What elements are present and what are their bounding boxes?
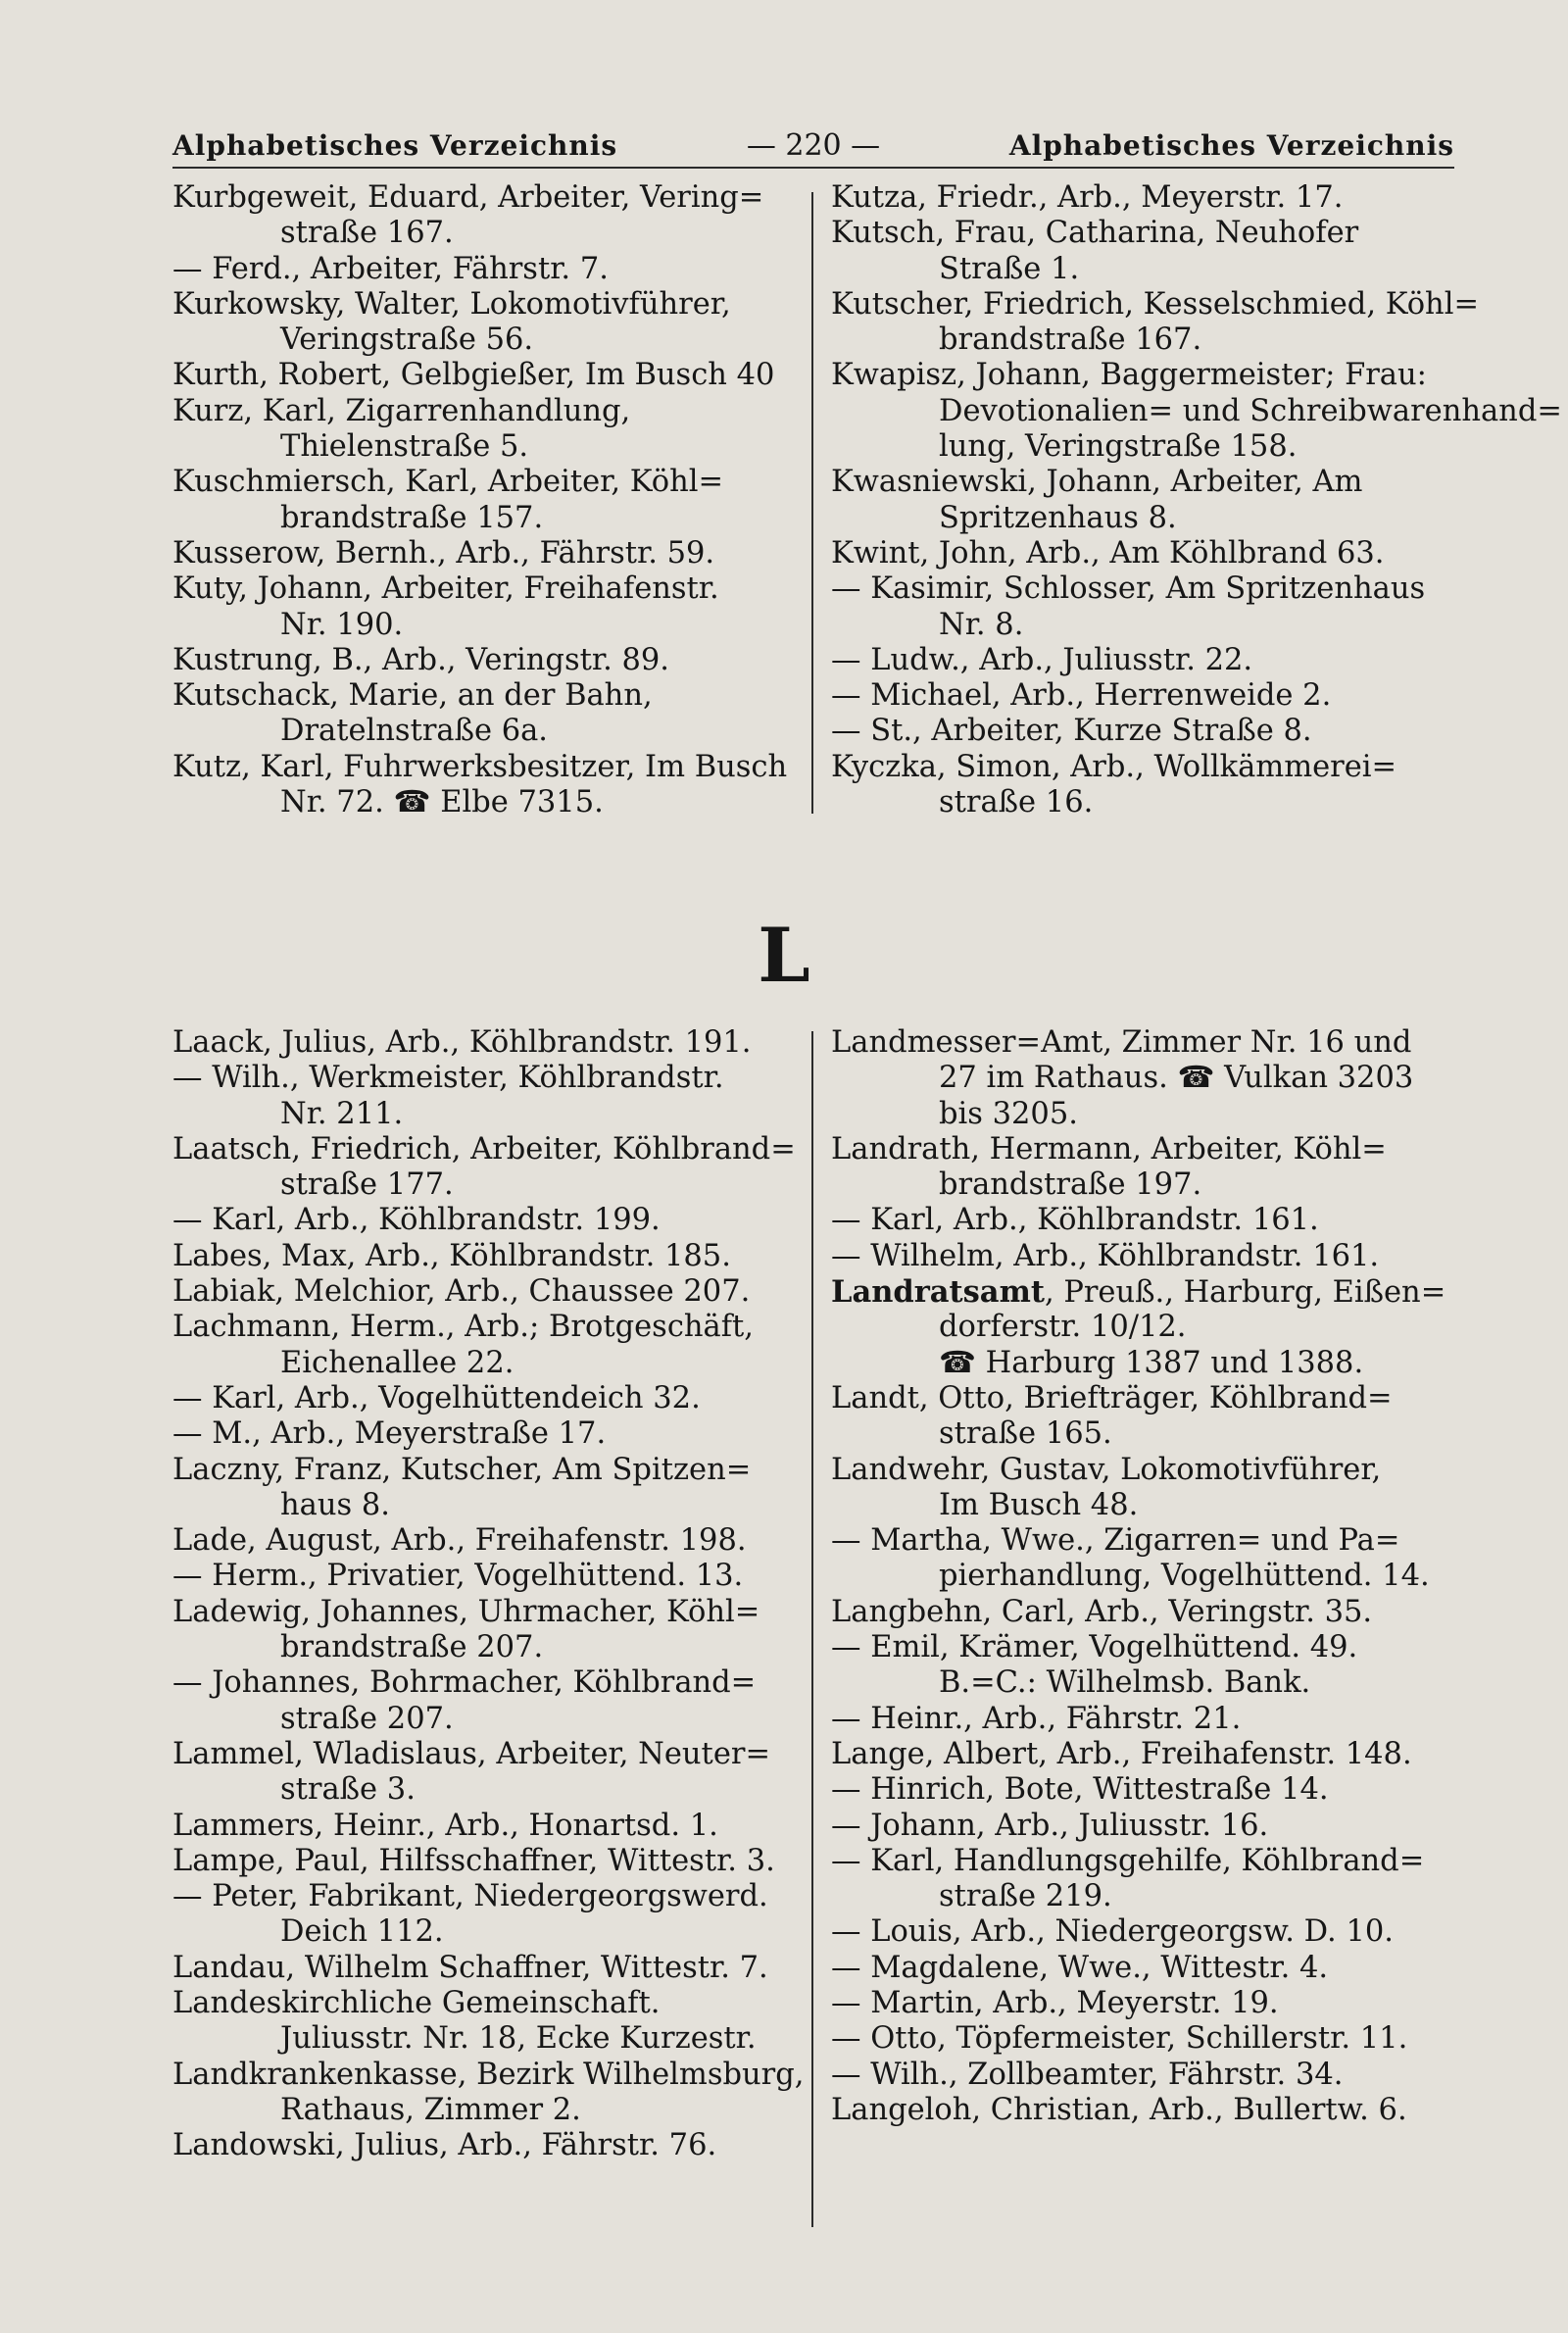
entry-line: Landrath, Hermann, Arbeiter, Köhl= <box>831 1131 1387 1166</box>
entry-line: Landau, Wilhelm Schaffner, Wittestr. 7. <box>172 1950 768 1985</box>
directory-entry <box>831 643 1458 678</box>
directory-entry <box>831 1595 1458 1630</box>
entry-line: Lachmann, Herm., Arb.; Brotgeschäft, <box>172 1310 754 1345</box>
entry-line: — Peter, Fabrikant, Niedergeorgswerd. <box>172 1879 768 1914</box>
column-top-right <box>831 180 1562 820</box>
column-bottom-right <box>831 1025 1458 2128</box>
directory-entry <box>831 286 1480 359</box>
entry-line: Landratsamt, Preuß., Harburg, Eißen= <box>831 1274 1446 1311</box>
entry-line: — Emil, Krämer, Vogelhüttend. 49. <box>831 1630 1358 1665</box>
directory-entry <box>172 1132 800 1204</box>
entry-line: Lange, Albert, Arb., Freihafenstr. 148. <box>831 1736 1412 1771</box>
directory-entry <box>172 1559 800 1594</box>
directory-entry <box>831 2058 1458 2093</box>
entry-line: Laack, Julius, Arb., Köhlbrandstr. 191. <box>172 1025 752 1060</box>
entry-line: Landwehr, Gustav, Lokomotivführer, <box>831 1452 1382 1487</box>
entry-continuation-line: Rathaus, Zimmer 2. <box>280 2092 581 2127</box>
directory-entry <box>831 1844 1458 1915</box>
directory-entry <box>172 358 800 393</box>
entry-line: Kustrung, B., Arb., Veringstr. 89. <box>172 642 669 677</box>
entry-line: — Karl, Arb., Köhlbrandstr. 161. <box>831 1203 1319 1238</box>
directory-entry <box>831 1239 1458 1274</box>
entry-line: — Louis, Arb., Niedergeorgsw. D. 10. <box>831 1914 1394 1950</box>
header-right-title: Alphabetisches Verzeichnis <box>1008 128 1454 162</box>
directory-entry <box>172 643 800 678</box>
directory-entry <box>172 1025 800 1061</box>
entry-line: Landeskirchliche Gemeinschaft. <box>172 1986 661 2021</box>
entry-line: Kwint, John, Arb., Am Köhlbrand 63. <box>831 535 1385 571</box>
entry-line: — Wilh., Werkmeister, Köhlbrandstr. <box>172 1061 724 1096</box>
directory-entry <box>831 1203 1458 1238</box>
entry-line: — Karl, Handlungsgehilfe, Köhlbrand= <box>831 1843 1425 1878</box>
entry-line: Langeloh, Christian, Arb., Bullertw. 6. <box>831 2092 1407 2127</box>
entry-line: Lammers, Heinr., Arb., Honartsd. 1. <box>172 1808 718 1843</box>
directory-entry <box>831 536 1458 571</box>
entry-continuation-line: straße 165. <box>939 1416 1112 1452</box>
directory-entry <box>172 750 800 821</box>
entry-line: — Martha, Wwe., Zigarren= und Pa= <box>831 1523 1400 1559</box>
entry-continuation-line: straße 177. <box>280 1167 454 1203</box>
directory-entry <box>831 1702 1458 1737</box>
header-rule <box>172 167 1454 169</box>
entry-line: Lampe, Paul, Hilfsschaffner, Wittestr. 3. <box>172 1843 775 1878</box>
directory-entry <box>172 394 800 466</box>
directory-entry <box>172 180 800 252</box>
entry-continuation-line: Deich 112. <box>280 1914 444 1950</box>
directory-entry <box>172 1381 800 1416</box>
entry-line: Kurth, Robert, Gelbgießer, Im Busch 40 <box>172 358 775 393</box>
directory-entry <box>172 2057 805 2129</box>
directory-entry <box>831 750 1458 821</box>
entry-line: — Herm., Privatier, Vogelhüttend. 13. <box>172 1559 744 1594</box>
directory-entry <box>172 1665 800 1737</box>
entry-continuation-line: B.=C.: Wilhelmsb. Bank. <box>939 1665 1311 1701</box>
page-header <box>172 124 1454 167</box>
directory-entry <box>172 287 800 359</box>
directory-entry <box>172 571 800 643</box>
directory-entry <box>172 1986 800 2058</box>
directory-entry <box>831 1453 1458 1524</box>
column-divider-bottom <box>811 1031 813 2227</box>
directory-entry <box>831 1809 1458 1844</box>
entry-line: Kwapisz, Johann, Baggermeister; Frau: <box>831 358 1427 393</box>
section-letter: L <box>758 912 810 999</box>
entry-continuation-line: Im Busch 48. <box>939 1487 1139 1522</box>
header-left-title: Alphabetisches Verzeichnis <box>172 128 618 162</box>
directory-entry <box>831 1772 1458 1808</box>
entry-line: — Otto, Töpfermeister, Schillerstr. 11. <box>831 2021 1408 2057</box>
entry-line: Landkrankenkasse, Bezirk Wilhelmsburg, <box>172 2057 805 2092</box>
entry-line: Kurbgeweit, Eduard, Arbeiter, Vering= <box>172 180 764 215</box>
entry-line: — Ferd., Arbeiter, Fährstr. 7. <box>172 251 609 286</box>
entry-continuation-line: brandstraße 207. <box>280 1630 544 1665</box>
entry-line: Kutz, Karl, Fuhrwerksbesitzer, Im Busch <box>172 749 788 784</box>
directory-entry <box>831 1914 1458 1950</box>
entry-continuation-line: 27 im Rathaus. ☎ Vulkan 3203 <box>939 1061 1414 1096</box>
entry-line: — Magdalene, Wwe., Wittestr. 4. <box>831 1950 1329 1985</box>
directory-entry <box>172 1274 800 1310</box>
directory-entry <box>831 571 1458 643</box>
directory-entry <box>172 1809 800 1844</box>
directory-entry <box>831 714 1458 749</box>
directory-entry <box>831 358 1562 465</box>
entry-continuation-line: straße 16. <box>939 785 1094 820</box>
entry-line: Kutscher, Friedrich, Kesselschmied, Köhl= <box>831 286 1480 322</box>
entry-line: Kutschack, Marie, an der Bahn, <box>172 678 653 714</box>
entry-line: — Kasimir, Schlosser, Am Spritzenhaus <box>831 571 1426 607</box>
entry-continuation-line: pierhandlung, Vogelhüttend. 14. <box>939 1559 1430 1594</box>
entry-line: Landt, Otto, Briefträger, Köhlbrand= <box>831 1380 1393 1415</box>
directory-entry <box>172 1879 800 1951</box>
entry-line: Lammel, Wladislaus, Arbeiter, Neuter= <box>172 1736 770 1771</box>
entry-continuation-line: brandstraße 197. <box>939 1167 1202 1203</box>
entry-continuation-line: Eichenallee 22. <box>280 1345 514 1380</box>
column-top-left <box>172 180 800 820</box>
column-divider-top <box>811 192 813 814</box>
entry-line: Lade, August, Arb., Freihafenstr. 198. <box>172 1523 747 1559</box>
bold-heading-word: Landratsamt <box>831 1274 1045 1311</box>
directory-entry <box>831 1025 1458 1132</box>
entry-continuation-line: ☎ Harburg 1387 und 1388. <box>939 1345 1364 1380</box>
directory-entry <box>831 1630 1458 1702</box>
entry-continuation-line: straße 219. <box>939 1879 1112 1914</box>
directory-entry <box>831 216 1458 287</box>
directory-entry <box>172 1416 800 1452</box>
entry-continuation-line: dorferstr. 10/12. <box>939 1310 1187 1345</box>
entry-continuation-line: lung, Veringstraße 158. <box>939 429 1298 465</box>
entry-line: — Johann, Arb., Juliusstr. 16. <box>831 1808 1269 1843</box>
directory-entry <box>831 1274 1458 1381</box>
directory-entry <box>172 252 800 287</box>
entry-continuation-line: Nr. 190. <box>280 607 404 642</box>
entry-continuation-line: straße 3. <box>280 1772 416 1808</box>
entry-line: Kyczka, Simon, Arb., Wollkämmerei= <box>831 749 1397 784</box>
entry-line: — Hinrich, Bote, Wittestraße 14. <box>831 1772 1329 1808</box>
entry-continuation-line: Nr. 8. <box>939 607 1024 642</box>
entry-line: Kurz, Karl, Zigarrenhandlung, <box>172 393 631 428</box>
entry-continuation-line: Veringstraße 56. <box>280 323 534 358</box>
entry-continuation-line: straße 207. <box>280 1701 454 1736</box>
directory-entry <box>831 1951 1458 1986</box>
directory-entry <box>172 1595 800 1666</box>
directory-entry <box>172 1061 800 1132</box>
entry-continuation-line: Spritzenhaus 8. <box>939 500 1177 535</box>
entry-line: — Wilh., Zollbeamter, Fährstr. 34. <box>831 2057 1344 2092</box>
entry-line: Labes, Max, Arb., Köhlbrandstr. 185. <box>172 1238 731 1273</box>
entry-line: — Karl, Arb., Köhlbrandstr. 199. <box>172 1203 661 1238</box>
entry-continuation-line: haus 8. <box>280 1487 390 1522</box>
directory-entry <box>172 1737 800 1809</box>
entry-continuation-line: brandstraße 157. <box>280 500 544 535</box>
directory-entry <box>831 2021 1458 2057</box>
entry-continuation-line: bis 3205. <box>939 1096 1078 1131</box>
directory-entry <box>172 1203 800 1238</box>
directory-entry <box>831 678 1458 714</box>
entry-continuation-line: Dratelnstraße 6a. <box>280 714 548 749</box>
directory-entry <box>831 1986 1458 2021</box>
column-bottom-left <box>172 1025 805 2164</box>
entry-line: Landmesser=Amt, Zimmer Nr. 16 und <box>831 1025 1412 1060</box>
directory-entry <box>831 180 1458 216</box>
directory-entry <box>172 1310 800 1381</box>
directory-entry <box>831 1523 1458 1595</box>
entry-continuation-line: brandstraße 167. <box>939 323 1202 358</box>
page-number: — 220 — <box>746 127 881 163</box>
entry-line: Kuty, Johann, Arbeiter, Freihafenstr. <box>172 571 719 607</box>
directory-entry <box>172 2128 800 2163</box>
entry-line: Kwasniewski, Johann, Arbeiter, Am <box>831 465 1363 500</box>
entry-line: Landowski, Julius, Arb., Fährstr. 76. <box>172 2128 717 2163</box>
entry-continuation-line: Nr. 72. ☎ Elbe 7315. <box>280 785 604 820</box>
entry-line: — Wilhelm, Arb., Köhlbrandstr. 161. <box>831 1238 1380 1273</box>
entry-line: Kutza, Friedr., Arb., Meyerstr. 17. <box>831 180 1344 215</box>
directory-entry <box>831 1381 1458 1453</box>
entry-line: — St., Arbeiter, Kurze Straße 8. <box>831 714 1312 749</box>
entry-line: — Michael, Arb., Herrenweide 2. <box>831 678 1332 714</box>
entry-continuation-line: Devotionalien= und Schreibwarenhand= <box>939 393 1562 428</box>
entry-continuation-line: Straße 1. <box>939 251 1080 286</box>
directory-entry <box>172 1951 800 1986</box>
entry-continuation-line: Juliusstr. Nr. 18, Ecke Kurzestr. <box>280 2021 757 2057</box>
entry-line: Laczny, Franz, Kutscher, Am Spitzen= <box>172 1452 752 1487</box>
directory-entry <box>172 536 800 571</box>
entry-continuation-line: Thielenstraße 5. <box>280 429 529 465</box>
directory-entry <box>172 1453 800 1524</box>
directory-entry <box>831 1132 1458 1204</box>
entry-continuation-line: straße 167. <box>280 216 454 251</box>
entry-line: — Johannes, Bohrmacher, Köhlbrand= <box>172 1665 757 1701</box>
directory-entry <box>172 678 800 750</box>
entry-line: — Karl, Arb., Vogelhüttendeich 32. <box>172 1380 701 1415</box>
entry-line: Ladewig, Johannes, Uhrmacher, Köhl= <box>172 1594 760 1629</box>
directory-entry <box>831 465 1458 536</box>
directory-entry <box>172 1844 800 1879</box>
entry-line: — Martin, Arb., Meyerstr. 19. <box>831 1986 1279 2021</box>
directory-entry <box>831 1737 1458 1772</box>
entry-line: Kuschmiersch, Karl, Arbeiter, Köhl= <box>172 465 724 500</box>
entry-line: — M., Arb., Meyerstraße 17. <box>172 1416 607 1452</box>
entry-line: Langbehn, Carl, Arb., Veringstr. 35. <box>831 1594 1373 1629</box>
entry-line: Labiak, Melchior, Arb., Chaussee 207. <box>172 1274 751 1310</box>
entry-line: Kusserow, Bernh., Arb., Fährstr. 59. <box>172 535 715 571</box>
directory-entry <box>172 465 800 536</box>
entry-line: — Heinr., Arb., Fährstr. 21. <box>831 1701 1242 1736</box>
directory-entry <box>831 2093 1458 2128</box>
directory-entry <box>172 1239 800 1274</box>
entry-continuation-line: Nr. 211. <box>280 1096 404 1131</box>
directory-entry <box>172 1523 800 1559</box>
entry-line: Kutsch, Frau, Catharina, Neuhofer <box>831 216 1359 251</box>
entry-line: Laatsch, Friedrich, Arbeiter, Köhlbrand= <box>172 1131 796 1166</box>
entry-line: Kurkowsky, Walter, Lokomotivführer, <box>172 286 731 322</box>
entry-line: — Ludw., Arb., Juliusstr. 22. <box>831 642 1253 677</box>
